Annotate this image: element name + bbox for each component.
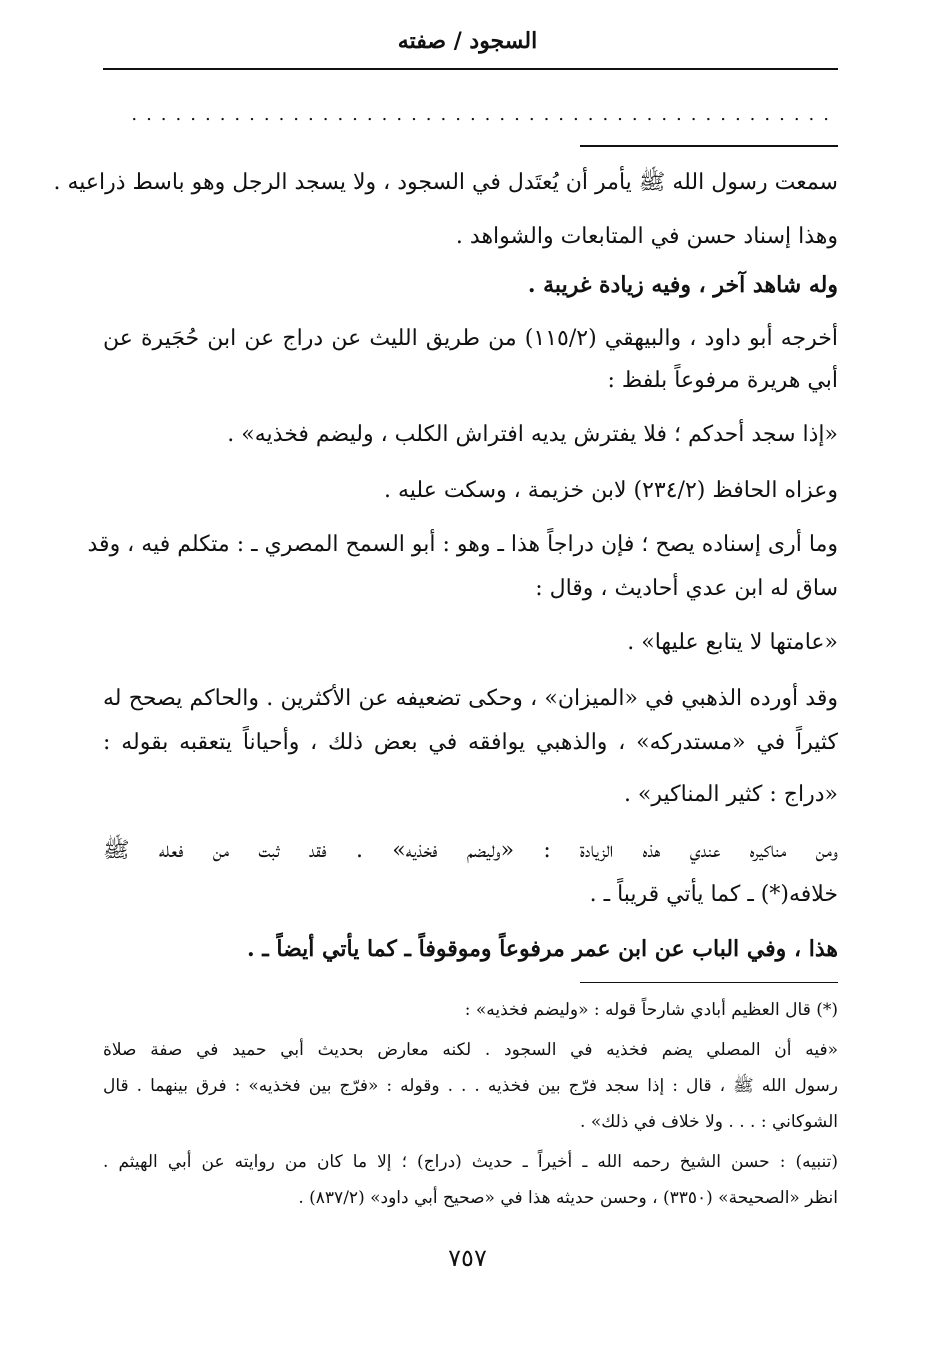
body-line: سمعت رسول الله ﷺ يأمر أن يُعتَدل في السجود ، ولا يسجد الرجل وهو باسط ذراعيه . xyxy=(53,170,838,195)
header-rule xyxy=(103,68,838,70)
footnote-line: (*) قال العظيم أبادي شارحاً قوله : «وليضم فخذيه» : xyxy=(464,1000,838,1020)
body-line: وما أرى إسناده يصح ؛ فإن دراجاً هذا ـ وهو : أبو السمح المصري ـ : متكلم فيه ، وقد xyxy=(87,532,838,557)
footnote-line: الشوكاني : . . . ولا خلاف في ذلك» . xyxy=(580,1112,838,1132)
body-line: هذا ، وفي الباب عن ابن عمر مرفوعاً وموقوفاً ـ كما يأتي أيضاً ـ . xyxy=(246,936,838,962)
body-line: وعزاه الحافظ (٢٣٤/٢) لابن خزيمة ، وسكت عليه . xyxy=(384,478,838,503)
body-line: كثيراً في «مستدركه» ، والذهبي يوافقه في بعض ذلك ، وأحياناً يتعقبه بقوله : xyxy=(103,730,838,755)
footnote-line: (تنبيه) : حسن الشيخ رحمه الله ـ أخيراً ـ حديث (دراج) ؛ إلا ما كان من روايته عن أبي الهيثم . xyxy=(103,1152,838,1172)
body-line: وله شاهد آخر ، وفيه زيادة غريبة . xyxy=(527,272,838,298)
footnote-line: «فيه أن المصلي يضم فخذيه في السجود . لكنه معارض بحديث أبي حميد في صفة صلاة xyxy=(103,1040,838,1060)
page-number: ٧٥٧ xyxy=(448,1244,487,1272)
body-line: «عامتها لا يتابع عليها» . xyxy=(627,630,838,655)
footnote-rule xyxy=(580,982,838,983)
ellipsis-dots: ................................................ xyxy=(131,104,838,125)
body-line: «دراج : كثير المناكير» . xyxy=(623,782,838,807)
body-line: ومن مناكيره عندي هذه الزيادة : «وليضم فخذيه» . فقد ثبت من فعله ﷺ xyxy=(103,838,838,863)
body-line: ساق له ابن عدي أحاديث ، وقال : xyxy=(535,576,838,601)
page-header-title: السجود / صفته xyxy=(397,28,538,54)
body-line: وهذا إسناد حسن في المتابعات والشواهد . xyxy=(455,224,838,249)
footnote-line: رسول الله ﷺ ، قال : إذا سجد فرّج بين فخذيه . . . وقوله : «فرّج بين فخذيه» : فرق بينهما . قال xyxy=(103,1076,838,1096)
body-line: أخرجه أبو داود ، والبيهقي (١١٥/٢) من طريق الليث عن دراج عن ابن حُجَيرة عن xyxy=(103,326,838,351)
body-line: أبي هريرة مرفوعاً بلفظ : xyxy=(607,368,838,393)
footnote-line: انظر «الصحيحة» (٣٣٥٠) ، وحسن حديثه هذا في «صحيح أبي داود» (٨٣٧/٢) . xyxy=(298,1188,838,1208)
body-line: خلافه(*) ـ كما يأتي قريباً ـ . xyxy=(589,882,838,907)
dots-rule xyxy=(580,145,838,147)
body-line: وقد أورده الذهبي في «الميزان» ، وحكى تضعيفه عن الأكثرين . والحاكم يصحح له xyxy=(103,686,838,711)
body-line: «إذا سجد أحدكم ؛ فلا يفترش يديه افتراش الكلب ، وليضم فخذيه» . xyxy=(227,422,838,447)
